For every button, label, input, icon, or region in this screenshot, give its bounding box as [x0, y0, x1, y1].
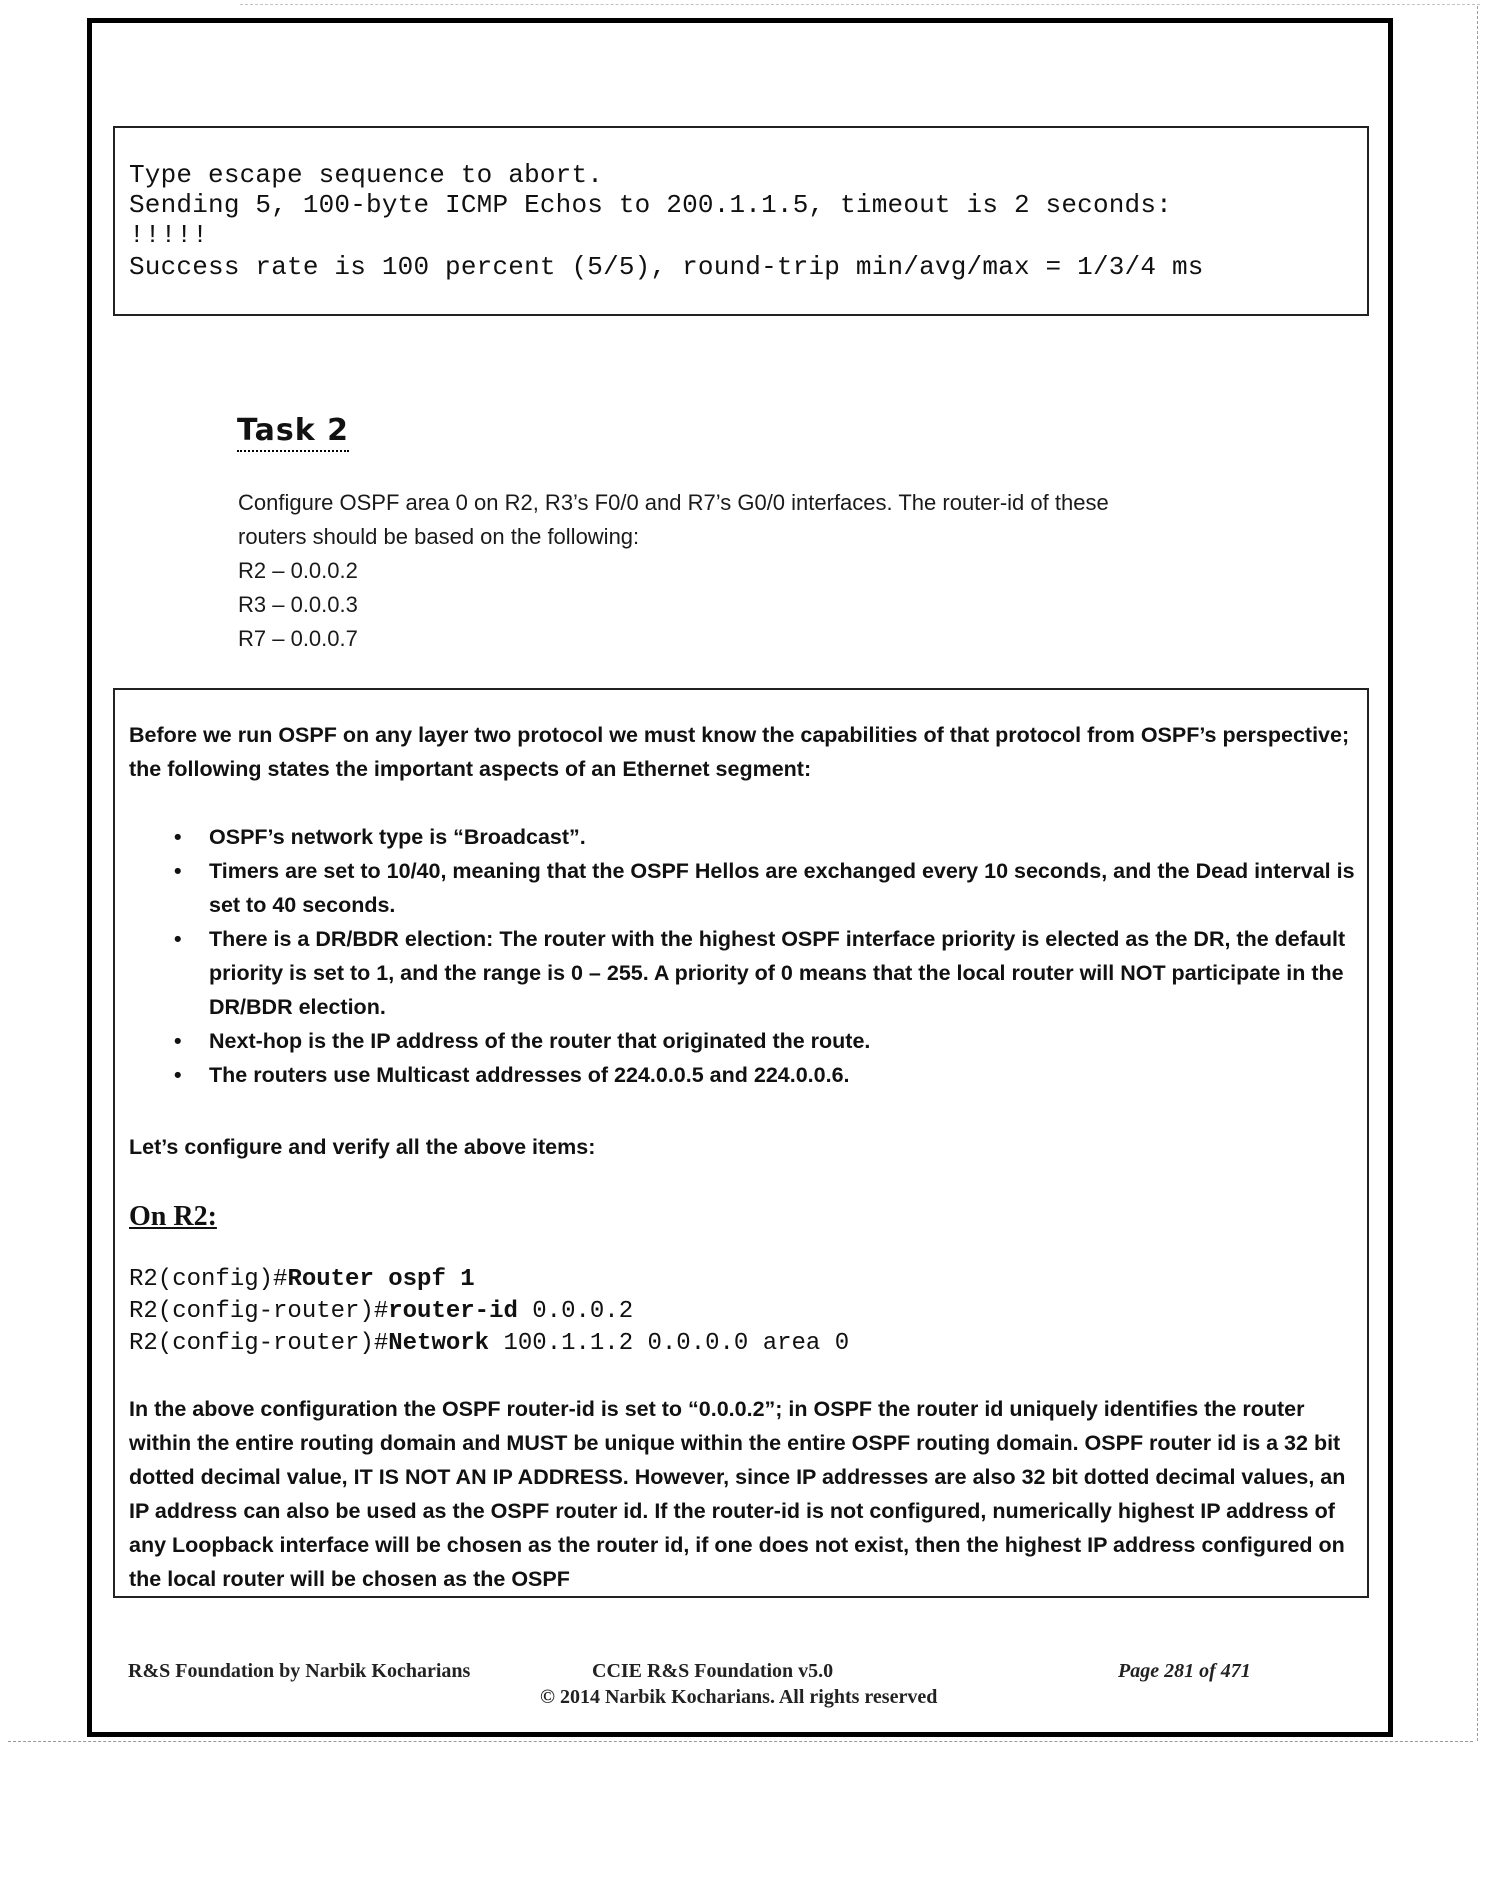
- explanation-box: [113, 688, 1369, 1598]
- bullet-item: [129, 820, 1364, 854]
- bullet-item: [129, 1058, 1364, 1092]
- config-line: [129, 1264, 475, 1296]
- bullet-item: [129, 854, 1364, 922]
- footer-copyright: © 2014 Narbik Kocharians. All rights reserved: [540, 1686, 938, 1708]
- config-line: [129, 1296, 633, 1328]
- ping-output-box: [113, 126, 1369, 316]
- bullet-icon: •: [174, 927, 182, 951]
- config-args: 0.0.0.2: [517, 1298, 634, 1325]
- scan-artifact-right: [1477, 6, 1478, 1741]
- config-prompt: R2(config-router)#: [129, 1330, 389, 1357]
- task-description-line: routers should be based on the following:: [238, 524, 640, 549]
- ping-line: !!!!!: [129, 220, 209, 250]
- bullet-text: OSPF’s network type is “Broadcast”.: [209, 825, 586, 849]
- ping-line: Type escape sequence to abort.: [129, 160, 604, 190]
- ping-line: Sending 5, 100-byte ICMP Echos to 200.1.1.5, timeout is 2 seconds:: [129, 190, 1172, 220]
- section-heading-on-r2: On R2:: [129, 1201, 217, 1232]
- footer-page-number: Page 281 of 471: [1118, 1660, 1251, 1682]
- footer-book-title: CCIE R&S Foundation v5.0: [592, 1660, 834, 1682]
- bullet-icon: •: [174, 859, 182, 883]
- config-command: Router ospf 1: [287, 1266, 475, 1293]
- bullet-text: There is a DR/BDR election: The router with the highest OSPF interface priority is elected as the DR, the default priority is set to 1, and the range is 0 – 255. A priority of 0 means that the local router will NOT participate in the DR/BDR election.: [209, 927, 1346, 1019]
- router-id-item: R7 – 0.0.0.7: [238, 626, 358, 651]
- task-heading: Task 2: [237, 414, 349, 452]
- config-command: router-id: [388, 1298, 518, 1325]
- config-prompt: R2(config-router)#: [129, 1298, 389, 1325]
- lead-in-text: Let’s configure and verify all the above items:: [129, 1135, 596, 1159]
- intro-paragraph: Before we run OSPF on any layer two protocol we must know the capabilities of that protocol from OSPF’s perspective; the following states the important aspects of an Ethernet segment:: [129, 723, 1350, 781]
- ping-line: Success rate is 100 percent (5/5), round-trip min/avg/max = 1/3/4 ms: [129, 252, 1204, 282]
- scan-artifact-bottom: [8, 1741, 1473, 1742]
- bullet-icon: •: [174, 825, 182, 849]
- scan-artifact-top: [240, 4, 1480, 5]
- router-id-item: R2 – 0.0.0.2: [238, 558, 358, 583]
- task-description-line: Configure OSPF area 0 on R2, R3’s F0/0 and R7’s G0/0 interfaces. The router-id of these: [238, 490, 1109, 515]
- config-args: 100.1.1.2 0.0.0.0 area 0: [489, 1330, 850, 1357]
- footer-author: R&S Foundation by Narbik Kocharians: [128, 1660, 471, 1682]
- bullet-text: The routers use Multicast addresses of 224.0.0.5 and 224.0.0.6.: [209, 1063, 850, 1087]
- config-line: [129, 1328, 849, 1360]
- bullet-icon: •: [174, 1063, 182, 1087]
- config-prompt: R2(config)#: [129, 1266, 288, 1293]
- bullet-icon: •: [174, 1029, 182, 1053]
- bullet-text: Next-hop is the IP address of the router that originated the route.: [209, 1029, 871, 1053]
- router-id-item: R3 – 0.0.0.3: [238, 592, 358, 617]
- ethernet-aspects-list: [129, 820, 1364, 1092]
- config-command: Network: [388, 1330, 490, 1357]
- closing-paragraph: In the above configuration the OSPF router-id is set to “0.0.0.2”; in OSPF the router id uniquely identifies the router within the entire routing domain and MUST be unique within the entire OSPF routing domain. OSPF router id is a 32 bit dotted decimal value, IT IS NOT AN IP ADDRESS. However, since IP addresses are also 32 bit dotted decimal values, an IP address can also be used as the OSPF router id. If the router-id is not configured, numerically highest IP address of any Loopback interface will be chosen as the router id, if one does not exist, then the highest IP address configured on the local router will be chosen as the OSPF: [129, 1397, 1346, 1591]
- bullet-item: [129, 1024, 1364, 1058]
- bullet-text: Timers are set to 10/40, meaning that the OSPF Hellos are exchanged every 10 seconds, and the Dead interval is set to 40 seconds.: [209, 859, 1355, 917]
- bullet-item: [129, 922, 1364, 1024]
